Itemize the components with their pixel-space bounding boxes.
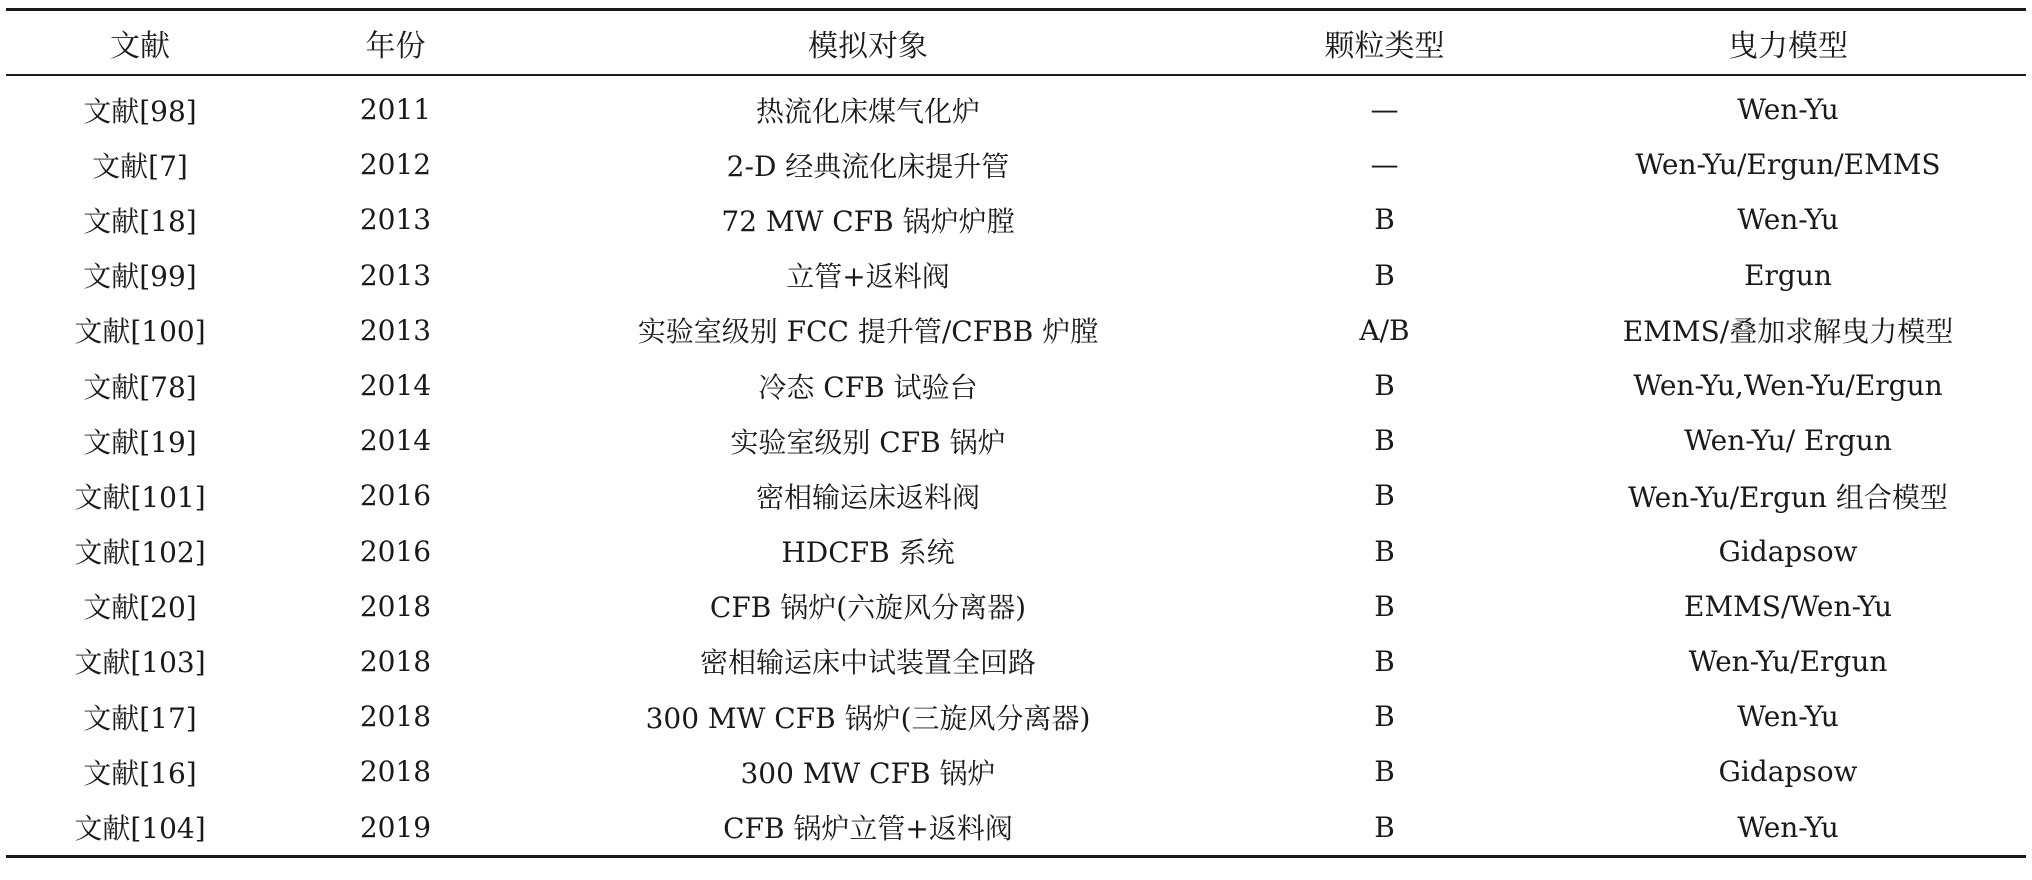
cell-particle-type: B bbox=[1374, 479, 1395, 513]
cell-particle-type: B bbox=[1374, 700, 1395, 734]
cell-particle-type: B bbox=[1374, 258, 1395, 292]
table-row bbox=[6, 634, 2026, 689]
cell-particle-type: B bbox=[1374, 369, 1395, 403]
cell-drag-model: Wen-Yu/Ergun/EMMS bbox=[1635, 148, 1941, 182]
cell-particle-type: B bbox=[1374, 589, 1395, 623]
table-row bbox=[6, 799, 2026, 854]
table-row bbox=[6, 303, 2026, 358]
table-row bbox=[6, 744, 2026, 799]
cell-drag-model: Wen-Yu bbox=[1737, 93, 1839, 127]
cell-reference: 文献[98] bbox=[83, 94, 197, 128]
header-simulation-object: 模拟对象 bbox=[808, 28, 928, 64]
cell-year: 2018 bbox=[359, 755, 432, 789]
cell-year: 2019 bbox=[359, 810, 432, 844]
cell-reference: 文献[19] bbox=[83, 425, 197, 459]
table-row bbox=[6, 524, 2026, 579]
cell-reference: 文献[103] bbox=[74, 646, 206, 680]
cell-year: 2013 bbox=[359, 313, 432, 347]
table-row bbox=[6, 413, 2026, 468]
cell-simulation-object: 密相输运床中试装置全回路 bbox=[699, 646, 1036, 680]
cell-year: 2018 bbox=[359, 589, 432, 623]
cell-drag-model: Wen-Yu bbox=[1737, 810, 1839, 844]
cell-year: 2011 bbox=[359, 93, 432, 127]
cell-simulation-object: 实验室级别 FCC 提升管/CFBB 炉膛 bbox=[637, 315, 1099, 349]
cell-year: 2014 bbox=[359, 369, 432, 403]
table-header bbox=[6, 11, 2026, 74]
cell-year: 2016 bbox=[359, 479, 432, 513]
cell-drag-model: Ergun bbox=[1744, 258, 1832, 292]
cell-year: 2018 bbox=[359, 644, 432, 678]
header-drag-model: 曳力模型 bbox=[1728, 28, 1848, 64]
cell-year: 2012 bbox=[359, 148, 432, 182]
table-row bbox=[6, 468, 2026, 523]
bottom-rule bbox=[6, 855, 2026, 858]
cell-year: 2018 bbox=[359, 700, 432, 734]
cell-reference: 文献[16] bbox=[83, 756, 197, 790]
cell-simulation-object: 实验室级别 CFB 锅炉 bbox=[730, 425, 1006, 459]
literature-table-body bbox=[6, 76, 2026, 855]
cell-drag-model: Wen-Yu/Ergun bbox=[1688, 644, 1888, 678]
cell-simulation-object: 300 MW CFB 锅炉(三旋风分离器) bbox=[645, 701, 1091, 735]
cell-simulation-object: 冷态 CFB 试验台 bbox=[758, 370, 978, 404]
cell-year: 2016 bbox=[359, 534, 432, 568]
cell-simulation-object: 300 MW CFB 锅炉 bbox=[740, 756, 996, 790]
cell-reference: 文献[100] bbox=[74, 315, 206, 349]
cell-simulation-object: HDCFB 系统 bbox=[781, 536, 955, 570]
cell-drag-model: Wen-Yu bbox=[1737, 203, 1839, 237]
cell-particle-type: B bbox=[1374, 534, 1395, 568]
cell-drag-model: EMMS/叠加求解曳力模型 bbox=[1622, 315, 1954, 349]
cell-particle-type: B bbox=[1374, 203, 1395, 237]
cell-simulation-object: 立管+返料阀 bbox=[786, 260, 950, 294]
cell-drag-model: Wen-Yu/ Ergun bbox=[1684, 424, 1892, 458]
cell-simulation-object: 热流化床煤气化炉 bbox=[755, 94, 980, 128]
cell-particle-type: — bbox=[1370, 148, 1399, 182]
table-row bbox=[6, 137, 2026, 192]
cell-particle-type: A/B bbox=[1359, 313, 1410, 347]
table-row bbox=[6, 358, 2026, 413]
table-body bbox=[6, 76, 2026, 855]
cell-simulation-object: CFB 锅炉立管+返料阀 bbox=[723, 812, 1013, 846]
cell-drag-model: Gidapsow bbox=[1718, 534, 1858, 568]
header-row bbox=[6, 11, 2026, 74]
cell-reference: 文献[18] bbox=[83, 204, 197, 238]
cell-drag-model: EMMS/Wen-Yu bbox=[1684, 589, 1892, 623]
cell-reference: 文献[7] bbox=[92, 149, 188, 183]
cell-particle-type: B bbox=[1374, 424, 1395, 458]
cell-drag-model: Wen-Yu,Wen-Yu/Ergun bbox=[1633, 369, 1943, 403]
cell-simulation-object: CFB 锅炉(六旋风分离器) bbox=[709, 591, 1027, 625]
cell-reference: 文献[78] bbox=[83, 370, 197, 404]
cell-reference: 文献[99] bbox=[83, 260, 197, 294]
cell-simulation-object: 2-D 经典流化床提升管 bbox=[726, 149, 1010, 183]
cell-simulation-object: 72 MW CFB 锅炉炉膛 bbox=[721, 204, 1015, 238]
literature-table-container bbox=[6, 8, 2026, 858]
table-row bbox=[6, 579, 2026, 634]
cell-simulation-object: 密相输运床返料阀 bbox=[755, 480, 980, 514]
table-row bbox=[6, 689, 2026, 744]
cell-year: 2014 bbox=[359, 424, 432, 458]
cell-particle-type: B bbox=[1374, 755, 1395, 789]
cell-reference: 文献[20] bbox=[83, 591, 197, 625]
cell-year: 2013 bbox=[359, 203, 432, 237]
table-row bbox=[6, 76, 2026, 137]
cell-reference: 文献[101] bbox=[74, 480, 206, 514]
table-row bbox=[6, 248, 2026, 303]
header-reference: 文献 bbox=[110, 28, 170, 64]
cell-drag-model: Wen-Yu/Ergun 组合模型 bbox=[1628, 480, 1948, 514]
literature-table bbox=[6, 11, 2026, 74]
cell-reference: 文献[17] bbox=[83, 701, 197, 735]
cell-reference: 文献[102] bbox=[74, 536, 206, 570]
cell-year: 2013 bbox=[359, 258, 432, 292]
cell-drag-model: Wen-Yu bbox=[1737, 700, 1839, 734]
cell-reference: 文献[104] bbox=[74, 812, 206, 846]
header-particle-type: 颗粒类型 bbox=[1324, 28, 1445, 64]
header-year: 年份 bbox=[365, 28, 426, 64]
cell-particle-type: — bbox=[1370, 93, 1399, 127]
cell-particle-type: B bbox=[1374, 644, 1395, 678]
cell-particle-type: B bbox=[1374, 810, 1395, 844]
cell-drag-model: Gidapsow bbox=[1718, 755, 1858, 789]
table-row bbox=[6, 192, 2026, 247]
